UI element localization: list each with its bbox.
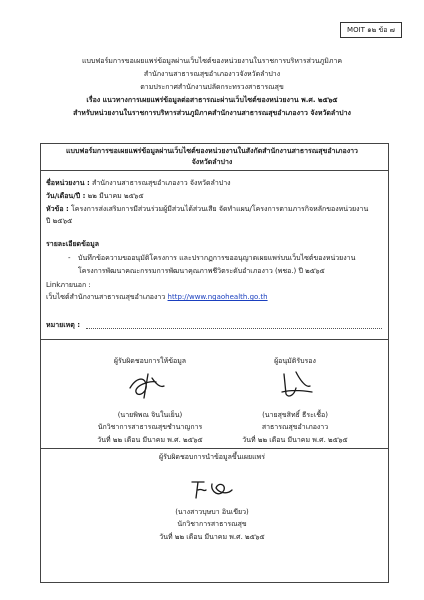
requester-signature <box>126 370 168 406</box>
external-link-label: Linkภายนอก : <box>46 281 91 289</box>
agency-row <box>46 178 231 188</box>
publisher-name: (นางสาวบุษบา อินเขียว) <box>175 508 249 516</box>
requester-date: วันที่ ๒๒ เดือน มีนาคม พ.ศ. ๒๕๖๕ <box>97 436 203 444</box>
approver-signature <box>276 368 316 406</box>
details-bullet: - <box>68 254 71 262</box>
remark-label: หมายเหตุ : <box>46 321 81 329</box>
publisher-date: วันที่ ๒๒ เดือน มีนาคม พ.ศ. ๒๕๖๕ <box>159 533 265 541</box>
approver-position: สาธารณสุขอำเภองาว <box>261 423 329 431</box>
header-line-5: สำหรับหน่วยงานในราชการบริหารส่วนภูมิภาคสำนักงานสาธารณสุขอำเภองาว จังหวัดลำปาง <box>73 109 351 117</box>
agency-label: ชื่อหน่วยงาน : <box>46 179 90 187</box>
requester-role: ผู้รับผิดชอบการให้ข้อมูล <box>113 357 187 365</box>
external-link-row <box>46 292 268 302</box>
header-line-4: เรื่อง แนวทางการเผยแพร่ข้อมูลต่อสาธารณะผ่านเว็บไซต์ของหน่วยงาน พ.ศ. ๒๕๖๕ <box>86 96 338 104</box>
form-title-divider <box>40 170 389 171</box>
date-row <box>46 191 144 201</box>
signatures-divider <box>40 448 389 449</box>
approver-date: วันที่ ๒๒ เดือน มีนาคม พ.ศ. ๒๕๖๕ <box>242 436 348 444</box>
external-link-prefix: เว็บไซต์สำนักงานสาธารณสุขอำเภองาว <box>46 293 166 301</box>
requester-name: (นายพิพณ จินในเย็น) <box>117 411 183 419</box>
agency-value: สำนักงานสาธารณสุขอำเภองาว จังหวัดลำปาง <box>92 179 231 187</box>
header-line-3: ตามประกาศสำนักงานปลัดกระทรวงสาธารณสุข <box>140 83 284 91</box>
document-code-badge: MOIT ๑๒ ข้อ ๗ <box>340 22 402 38</box>
requester-position: นักวิชาการสาธารณสุขชำนาญการ <box>97 423 203 431</box>
remark-divider <box>40 339 389 340</box>
publisher-signature <box>190 474 234 506</box>
remark-dotted-line <box>86 328 382 329</box>
date-value: ๒๒ มีนาคม ๒๕๖๕ <box>87 192 144 200</box>
publisher-role: ผู้รับผิดชอบการนำข้อมูลขึ้นเผยแพร่ <box>159 453 265 461</box>
approver-role: ผู้อนุมัติรับรอง <box>274 357 316 365</box>
publisher-position: นักวิชาการสาธารณสุข <box>177 520 247 528</box>
external-link-url[interactable]: http://www.ngaohealth.go.th <box>167 293 268 301</box>
subject-value: โครงการส่งเสริมการมีส่วนร่วมผู้มีส่วนได้ส่วนเสีย จัดทำแผน/โครงการตามภารกิจหลักของหน่วยงาน <box>71 205 369 213</box>
approver-name: (นายสุขสิทธิ์ ธีระเชื้อ) <box>262 411 328 419</box>
details-line-2: โครงการพัฒนาคณะกรรมการพัฒนาคุณภาพชีวิตระดับอำเภองาว (พชอ.) ปี ๒๕๖๕ <box>78 267 325 275</box>
subject-label: หัวข้อ : <box>46 205 69 213</box>
header-line-1: แบบฟอร์มการขอเผยแพร่ข้อมูลผ่านเว็บไซต์ของหน่วยงานในราชการบริหารส่วนภูมิภาค <box>81 57 343 65</box>
details-line-1: บันทึกข้อความขออนุมัติโครงการ และปรากฏการขออนุญาตเผยแพร่บนเว็บไซต์ของหน่วยงาน <box>78 254 356 262</box>
subject-value-continued: ปี ๒๕๖๕ <box>46 217 73 225</box>
form-title-line-2: จังหวัดลำปาง <box>191 158 233 166</box>
subject-row <box>46 204 368 214</box>
details-label: รายละเอียดข้อมูล <box>46 240 99 248</box>
form-title-line-1: แบบฟอร์มการขอเผยแพร่ข้อมูลผ่านเว็บไซต์ของหน่วยงานในสังกัดสำนักงานสาธารณสุขอำเภองาว <box>66 147 358 155</box>
header-line-2: สำนักงานสาธารณสุขอำเภองาวจังหวัดลำปาง <box>143 70 281 78</box>
date-label: วัน/เดือน/ปี : <box>46 192 86 200</box>
